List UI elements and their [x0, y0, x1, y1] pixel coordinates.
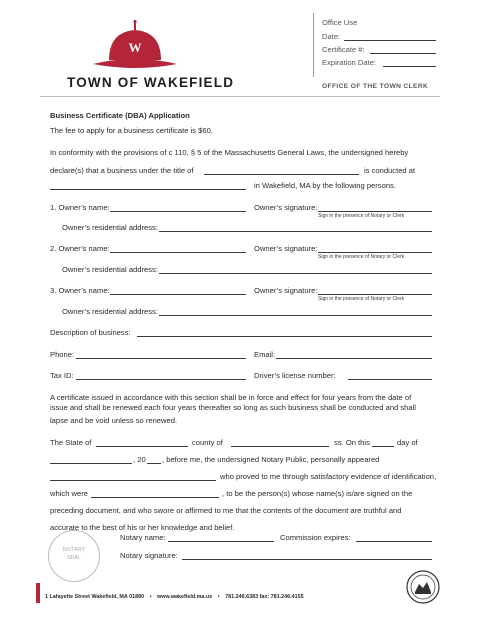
commission-field[interactable] — [356, 533, 432, 542]
owner-1-sign-note: Sign in the presence of Notary or Clerk — [318, 213, 405, 219]
office-date-field[interactable] — [344, 32, 436, 41]
owner-3-signature-field[interactable] — [318, 286, 432, 295]
town-seal-emblem — [406, 570, 440, 604]
before-me-text: , before me, the undersigned Notary Public, personally appeared — [162, 455, 380, 464]
fee-text: The fee to apply for a business certificate is $60. — [50, 126, 213, 135]
owner-1-name-label: 1. Owner’s name: — [50, 203, 110, 212]
business-title-field[interactable] — [204, 166, 359, 175]
phone-label: Phone: — [50, 350, 75, 359]
month-field[interactable] — [50, 455, 132, 464]
owner-2-signature-label: Owner’s signature: — [254, 244, 318, 253]
license-field[interactable] — [348, 371, 432, 380]
notary-name-field[interactable] — [168, 533, 274, 542]
seal-line-2: SEAL — [66, 555, 82, 561]
validity-line-3: lapse and be void unless so renewed. — [50, 416, 178, 425]
preceding-text: preceding document, and who swore or affirmed to me that the contents of the document are truthful and — [50, 506, 402, 515]
form-heading: Business Certificate (DBA) Application — [50, 111, 190, 120]
office-expiration-field[interactable] — [383, 58, 436, 67]
state-field[interactable] — [96, 438, 188, 447]
to-be-text: , to be the person(s) whose name(s) is/are signed on the — [222, 489, 413, 498]
email-field[interactable] — [276, 350, 432, 359]
office-date-label: Date: — [322, 32, 341, 41]
footer-text — [45, 594, 304, 600]
owner-1-address-label: Owner’s residential address: — [62, 223, 158, 232]
county-field[interactable] — [231, 438, 329, 447]
business-address-field[interactable] — [50, 181, 246, 190]
identification-field[interactable] — [91, 489, 219, 498]
ss-label: ss. On this — [334, 438, 370, 447]
intro-line-2b: is conducted at — [364, 166, 416, 175]
notary-signature-field[interactable] — [182, 551, 432, 560]
town-logo-graphic — [85, 20, 185, 72]
license-label: Driver’s license number: — [254, 371, 336, 380]
footer-phone: 781.246.6383 fax: 781.246.4155 — [225, 594, 304, 600]
notary-signature-label: Notary signature: — [120, 551, 178, 560]
taxid-label: Tax ID: — [50, 371, 74, 380]
owner-2-sign-note: Sign in the presence of Notary or Clerk — [318, 254, 405, 260]
accurate-text: accurate to the best of his or her knowledge and belief. — [50, 523, 235, 532]
year-field[interactable] — [147, 455, 161, 464]
county-label: county of — [192, 438, 223, 447]
town-name: TOWN OF WAKEFIELD — [67, 75, 235, 90]
owner-2-name-label: 2. Owner’s name: — [50, 244, 110, 253]
email-label: Email: — [254, 350, 276, 359]
footer-separator-1: • — [149, 594, 152, 600]
footer-address: 1 Lafayette Street Wakefield, MA 01880 — [45, 594, 145, 600]
office-use-title: Office Use — [322, 18, 358, 27]
commission-label: Commission expires: — [280, 533, 351, 542]
intro-line-2a: declare(s) that a business under the title of — [50, 166, 194, 175]
owner-1-signature-field[interactable] — [318, 203, 432, 212]
owner-1-name-field[interactable] — [110, 203, 246, 212]
description-label: Description of business: — [50, 328, 131, 337]
office-certificate-label: Certificate #: — [322, 45, 365, 54]
town-seal-graphic — [406, 570, 440, 604]
office-name: OFFICE OF THE TOWN CLERK — [322, 83, 429, 90]
owner-2-address-field[interactable] — [159, 265, 432, 274]
proved-text: who proved to me through satisfactory evidence of identification, — [220, 472, 437, 481]
taxid-field[interactable] — [76, 371, 246, 380]
year-prefix: , 20 — [133, 455, 146, 464]
header-divider — [40, 96, 440, 97]
appeared-name-field[interactable] — [50, 472, 216, 481]
validity-line-2: issue and shall be renewed each four years thereafter so long as such business shall be conducted and shall — [50, 403, 416, 412]
town-logo — [85, 20, 185, 72]
owner-1-signature-label: Owner’s signature: — [254, 203, 318, 212]
owner-3-name-field[interactable] — [110, 286, 246, 295]
owner-2-address-label: Owner’s residential address: — [62, 265, 158, 274]
phone-field[interactable] — [76, 350, 246, 359]
description-field[interactable] — [137, 328, 432, 337]
which-were-label: which were — [50, 489, 88, 498]
day-field[interactable] — [372, 438, 394, 447]
owner-3-signature-label: Owner’s signature: — [254, 286, 318, 295]
owner-3-name-label: 3. Owner’s name: — [50, 286, 110, 295]
intro-line-3: in Wakefield, MA by the following persons. — [254, 181, 396, 190]
intro-line-1: In conformity with the provisions of c 110, § 5 of the Massachusetts General Laws, the undersigned hereby — [50, 148, 409, 157]
validity-line-1: A certificate issued in accordance with this section shall be in force and effect for four years from the date of — [50, 393, 412, 402]
owner-2-signature-field[interactable] — [318, 244, 432, 253]
office-certificate-field[interactable] — [370, 45, 436, 54]
notary-name-label: Notary name: — [120, 533, 166, 542]
state-label: The State of — [50, 438, 92, 447]
owner-3-sign-note: Sign in the presence of Notary or Clerk — [318, 296, 405, 302]
logo-letter: W — [128, 40, 142, 55]
footer-website: www.wakefield.ma.us — [156, 594, 213, 600]
office-expiration-label: Expiration Date: — [322, 58, 377, 67]
footer-separator-2: • — [217, 594, 220, 600]
owner-3-address-field[interactable] — [159, 307, 432, 316]
owner-2-name-field[interactable] — [110, 244, 246, 253]
notary-seal — [48, 530, 100, 582]
owner-1-address-field[interactable] — [159, 223, 432, 232]
seal-line-1: NOTARY — [62, 547, 86, 553]
day-label: day of — [397, 438, 418, 447]
footer-bar — [36, 583, 40, 603]
owner-3-address-label: Owner’s residential address: — [62, 307, 158, 316]
